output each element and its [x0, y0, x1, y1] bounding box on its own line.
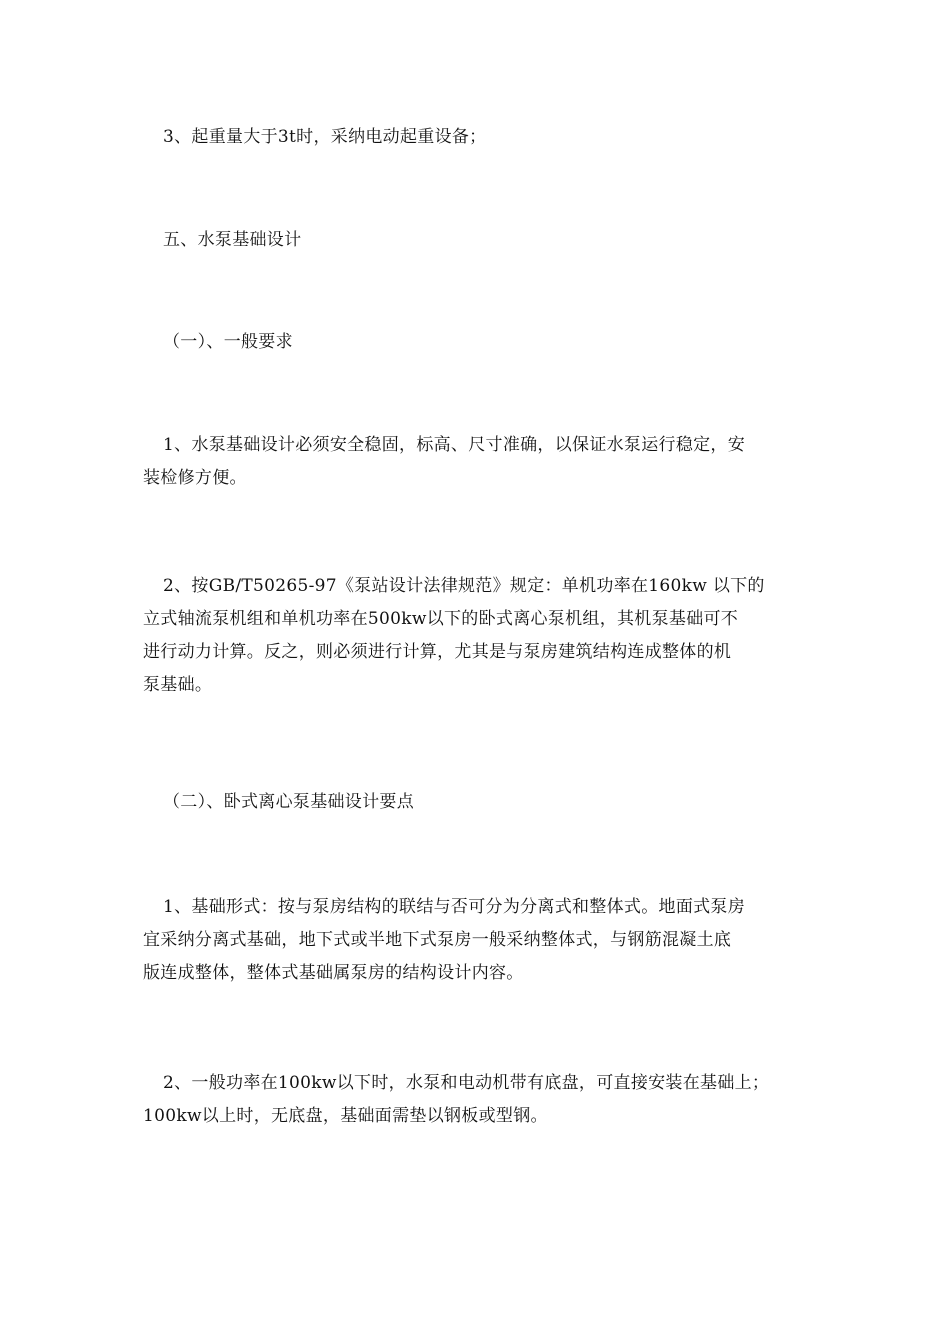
paragraph-line: 3、起重量大于3t时，采纳电动起重设备；: [163, 127, 487, 147]
paragraph-line: 2、按GB/T50265-97《泵站设计法律规范》规定：单机功率在160kw 以下的: [163, 576, 765, 596]
paragraph-line: 1、水泵基础设计必须安全稳固，标高、尺寸准确，以保证水泵运行稳定，安: [163, 435, 746, 455]
paragraph-line: 版连成整体，整体式基础属泵房的结构设计内容。: [143, 963, 524, 983]
paragraph-line: 1、基础形式：按与泵房结构的联结与否可分为分离式和整体式。地面式泵房: [163, 897, 746, 917]
subsection-title: （一）、一般要求: [163, 332, 293, 352]
paragraph-line: 装检修方便。: [143, 468, 247, 488]
subsection-2-heading: [143, 786, 803, 819]
design-point-1: [143, 891, 803, 990]
general-requirement-1: [143, 429, 803, 495]
section-title: 五、水泵基础设计: [163, 230, 302, 250]
paragraph-line: 泵基础。: [143, 675, 213, 695]
load-requirement-item-3: [143, 121, 803, 154]
paragraph-line: 立式轴流泵机组和单机功率在500kw以下的卧式离心泵机组，其机泵基础可不: [143, 609, 739, 629]
general-requirement-2: [143, 570, 803, 702]
subsection-title: （二）、卧式离心泵基础设计要点: [163, 792, 414, 812]
paragraph-line: 2、一般功率在100kw以下时，水泵和电动机带有底盘，可直接安装在基础上；: [163, 1073, 770, 1093]
section-5-heading: [143, 224, 803, 257]
paragraph-line: 100kw以上时，无底盘，基础面需垫以钢板或型钢。: [143, 1106, 548, 1126]
paragraph-line: 宜采纳分离式基础，地下式或半地下式泵房一般采纳整体式，与钢筋混凝土底: [143, 930, 732, 950]
paragraph-line: 进行动力计算。反之，则必须进行计算，尤其是与泵房建筑结构连成整体的机: [143, 642, 732, 662]
design-point-2: [143, 1067, 803, 1133]
subsection-1-heading: [143, 326, 803, 359]
